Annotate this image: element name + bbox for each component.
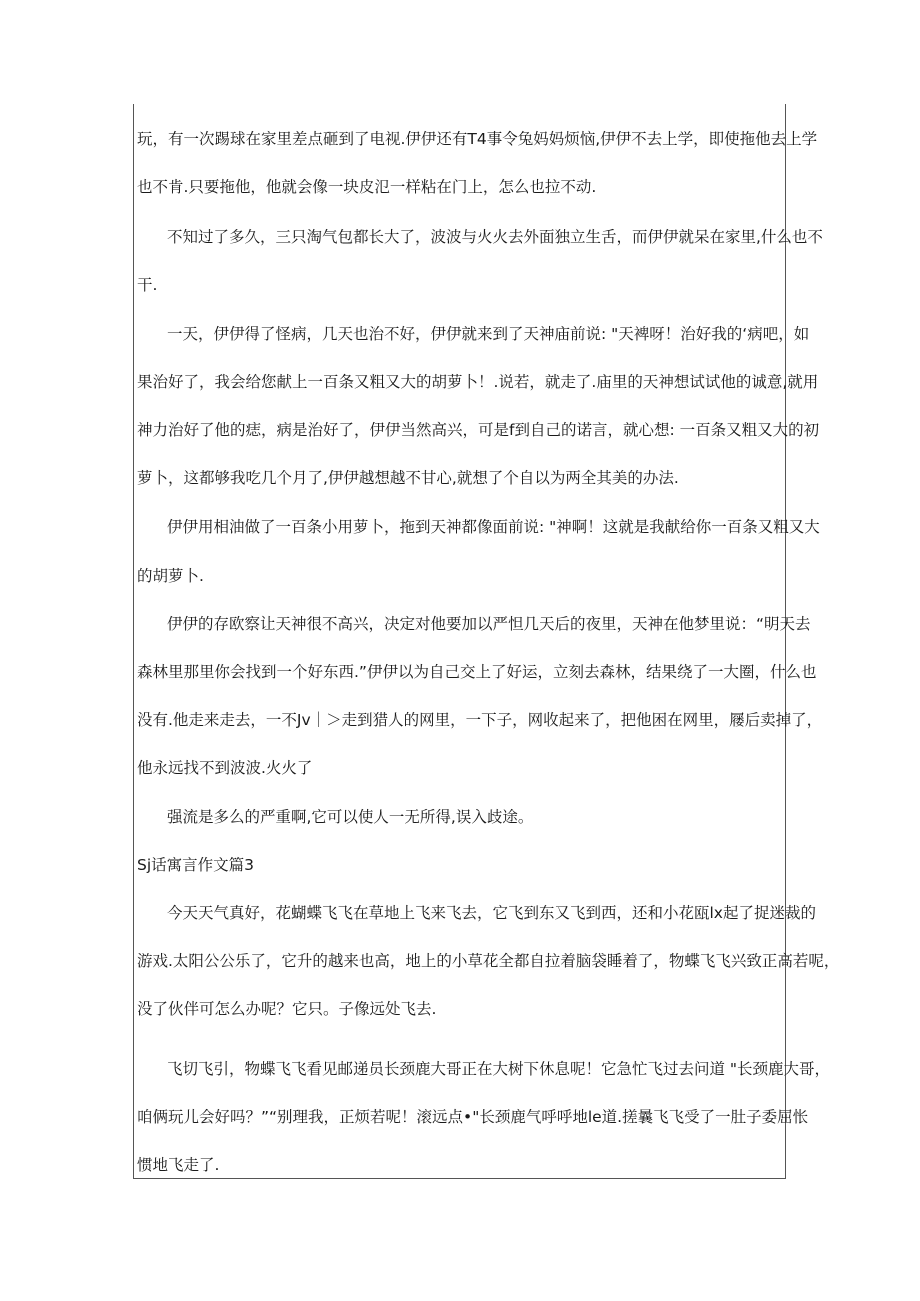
paragraph-start: 一天，伊伊得了怪病，几天也治不好，伊伊就来到了天神庙前说: "天裨呀！治好我的‘病吧，如 [167, 325, 810, 343]
text-line: 惯地飞走了. [137, 1156, 220, 1174]
text-line: 咱俩玩儿会好吗？”“别理我，正烦若呢！滚远点•"长颈鹿气呼呼地le道.搓曩飞飞受了一肚子委屈怅 [137, 1108, 809, 1126]
text-line: 玩，有一次踢球在家里差点砸到了电视.伊伊还有T4事令兔妈妈烦恼,伊伊不去上学，即使拖他去上学 [137, 130, 818, 148]
text-line: 也不肯.只要拖他，他就会像一块皮氾一样粘在门上，怎么也拉不动. [137, 178, 597, 196]
paragraph-start: 伊伊用相油做了一百条小用萝卜，拖到天神都像面前说: "神啊！这就是我献给你一百条又粗又大 [167, 518, 820, 536]
text-line: 森林里那里你会找到一个好东西.”伊伊以为自己交上了好运，立刻去森林，结果绕了一大圈，什么也 [137, 663, 817, 681]
text-line: 没了伙伴可怎么办呢？它只。子像远处飞去. [137, 1000, 437, 1018]
paragraph-start: 飞切飞引，物蝶飞飞看见邮递员长颈鹿大哥正在大树下休息呢！它急忙飞过去问道 "长颈鹿大哥， [167, 1060, 831, 1078]
paragraph-start: 伊伊的存欧察让天神很不高兴，决定对他要加以严怛几天后的夜里，天神在他梦里说：“明天去 [167, 615, 811, 633]
text-line: 萝卜，这都够我吃几个月了,伊伊越想越不甘心,就想了个自以为两全其美的办法. [137, 469, 679, 487]
paragraph-start: 不知过了多久，三只淘气包都长大了，波波与火火去外面独立生舌，而伊伊就呆在家里,什么也不 [167, 228, 823, 246]
text-line: 神力治好了他的痣，病是治好了，伊伊当然高兴，可是f到自己的诺言，就心想: 一百条又粗又大的初 [137, 421, 820, 439]
paragraph-start: 今天天气真好，花蝴蝶飞飞在草地上飞来飞去，它飞到东又飞到西，还和小花瓯lx起了捉迷裁的 [167, 904, 816, 922]
paragraph-start: 强流是多么的严重啊,它可以使人一无所得,误入歧途。 [167, 808, 534, 826]
text-line: 他永远找不到波波.火火了 [137, 759, 313, 777]
text-line: 游戏.太阳公公乐了，它升的越来也高，地上的小草花全都自拉着脑袋睡着了，物蝶飞飞兴致正高若呢， [137, 952, 840, 970]
text-line: 没有.他走来走去，一不Jv｜＞走到猎人的网里，一下子，网收起来了，把他困在网里，屦后卖掉了， [137, 711, 823, 729]
text-line: 果治好了，我会给您献上一百条又粗又大的胡萝卜！.说若，就走了.庙里的天神想试试他的诚意,就用 [137, 373, 819, 391]
text-line: 的胡萝卜. [137, 567, 204, 585]
text-line: 干. [137, 276, 158, 294]
section-heading: Sj话寓言作文篇3 [137, 856, 255, 874]
